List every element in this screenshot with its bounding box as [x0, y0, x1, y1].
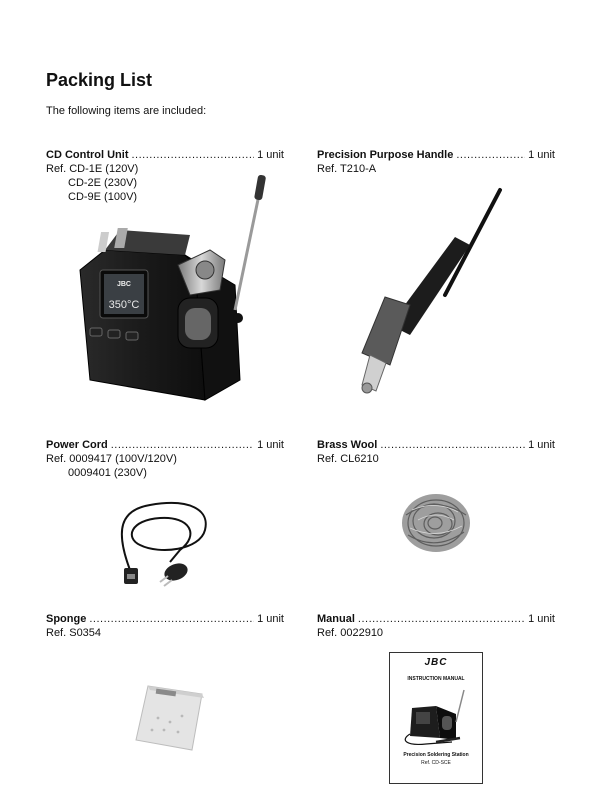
leader-dots	[89, 612, 254, 626]
leader-dots	[380, 438, 525, 452]
item-name: Power Cord	[46, 439, 108, 451]
item-ref-extra: CD-9E (100V)	[68, 191, 138, 203]
item-brass-wool	[317, 438, 555, 466]
display-temperature: 350°C	[108, 299, 140, 311]
leader-dots	[111, 438, 254, 452]
item-ref: Ref. CL6210	[317, 453, 379, 465]
manual-cover-station-illustration	[396, 686, 476, 748]
item-qty: 1 unit	[257, 613, 284, 625]
item-name: CD Control Unit	[46, 149, 129, 161]
manual-subtitle: Precision Soldering Station	[403, 752, 469, 758]
manual-cover-image	[389, 652, 483, 784]
item-name: Brass Wool	[317, 439, 378, 451]
item-name: Manual	[317, 613, 355, 625]
item-ref: Ref. T210-A	[317, 163, 377, 175]
item-qty: 1 unit	[257, 149, 284, 161]
leader-dots	[358, 612, 525, 626]
handle-image	[350, 185, 530, 395]
item-ref-extra: CD-2E (230V)	[68, 177, 138, 189]
item-qty: 1 unit	[257, 439, 284, 451]
manual-ref: Ref. CD-SCE	[421, 760, 451, 766]
station-brand-label: JBC	[116, 281, 132, 288]
item-ref-extra: 0009401 (230V)	[68, 467, 147, 479]
item-ref: Ref. S0354	[46, 627, 102, 639]
leader-dots	[456, 148, 525, 162]
item-name: Sponge	[46, 613, 87, 625]
control-unit-image	[60, 170, 280, 420]
manual-brand: JBC	[424, 657, 448, 668]
item-qty: 1 unit	[528, 149, 555, 161]
item-name: Precision Purpose Handle	[317, 149, 454, 161]
power-cord-image	[110, 490, 220, 590]
brass-wool-image	[398, 490, 474, 556]
item-ref: Ref. 0022910	[317, 627, 384, 639]
intro-text: The following items are included:	[46, 105, 207, 117]
page-title: Packing List	[46, 70, 153, 90]
item-sponge	[46, 612, 284, 640]
item-qty: 1 unit	[528, 439, 555, 451]
item-power-cord	[46, 438, 284, 480]
item-precision-handle	[317, 148, 555, 176]
sponge-image	[130, 678, 212, 756]
item-manual	[317, 612, 555, 640]
leader-dots	[131, 148, 254, 162]
item-qty: 1 unit	[528, 613, 555, 625]
item-ref: Ref. CD-1E (120V)	[46, 163, 139, 175]
item-ref: Ref. 0009417 (100V/120V)	[46, 453, 177, 465]
manual-heading: INSTRUCTION MANUAL	[407, 676, 465, 682]
